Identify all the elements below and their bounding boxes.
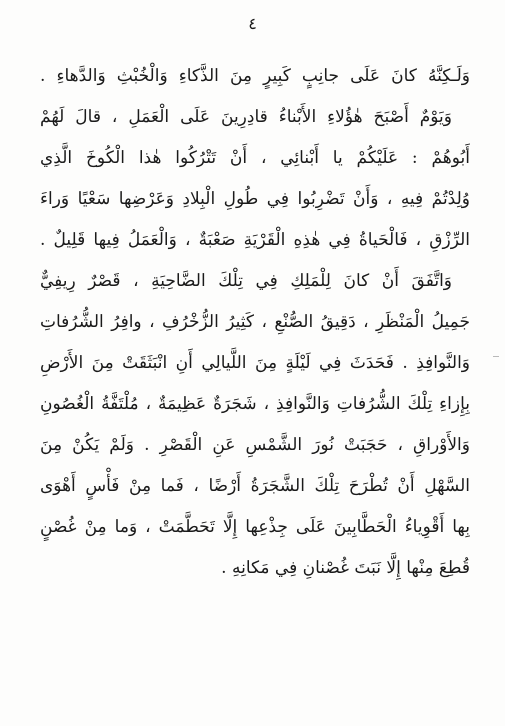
text-line: وَلَـكِنَّهُ كانَ عَلَى جانِبٍ كَبِيرٍ مِنَ الذَّكاءِ وَالْخُبْثِ وَالدَّهاءِ . [40,66,470,86]
text-line: بِإِزاءِ تِلْكَ الشُّرُفاتِ وَالنَّوافِذِ ، شَجَرَةٌ عَظِيمَةٌ ، مُلْتَفَّةُ الْغُصُونِ [40,394,470,414]
text-line: قُطِعَ مِنْها إِلَّا نَبَتَ غُصْنانِ فِي مَكانِهِ . [221,558,470,578]
page-number: ٤ [248,14,257,33]
text-line: أَبُوهُمْ : عَلَيْكُمْ يا أَبْنائِي ، أَنْ تَتْرُكُوا هٰذا الْكُوخَ الَّذِي [40,148,470,168]
text-line: جَمِيلُ الْمَنْظَرِ ، دَقِيقُ الصُّنْعِ ، كَثِيرُ الزُّخْرُفِ ، وافِرُ الشُّرُفاتِ [40,312,470,332]
text-line: وُلِدْتُمْ فِيهِ ، وَأَنْ تَضْرِبُوا فِي طُولِ الْبِلادِ وَعَرْضِها سَعْيًا وَراءَ [40,189,470,209]
text-line: وَالنَّوافِذِ . فَحَدَثَ فِي لَيْلَةٍ مِنَ اللَّيالِي أَنِ انْبَثَقَتْ مِنَ الأَرْضِ [40,353,470,373]
body-text [40,56,470,589]
text-line: وَالأَوْراقِ ، حَجَبَتْ نُورَ الشَّمْسِ عَنِ الْقَصْرِ . وَلَمْ يَكُنْ مِنَ [40,435,470,455]
text-line: الرِّزْقِ ، فَالْحَياةُ فِي هٰذِهِ الْقَرْيَةِ صَعْبَةٌ ، وَالْعَمَلُ فِيها قَلِيلٌ . [40,230,470,250]
text-line: وَيَوْمٌ أَصْبَحَ هٰؤُلاءِ الأَبْناءُ قادِرِينَ عَلَى الْعَمَلِ ، قالَ لَهُمْ [40,107,452,127]
text-line: وَاتَّفَقَ أَنْ كانَ لِلْمَلِكِ فِي تِلْكَ الضَّاحِيَةِ ، قَصْرٌ رِيفِيٌّ [40,271,452,291]
text-line: السَّهْلِ أَنْ تُطْرَحَ تِلْكَ الشَّجَرَةُ أَرْضًا ، فَما مِنْ فَأْسٍ أَهْوَى [40,476,470,496]
scan-mark [493,356,499,357]
text-line: بِها أَقْوِياءُ الْحَطَّابِينَ عَلَى جِذْعِها إِلَّا تَحَطَّمَتْ ، وَما مِنْ غُصْنٍ [40,517,470,537]
